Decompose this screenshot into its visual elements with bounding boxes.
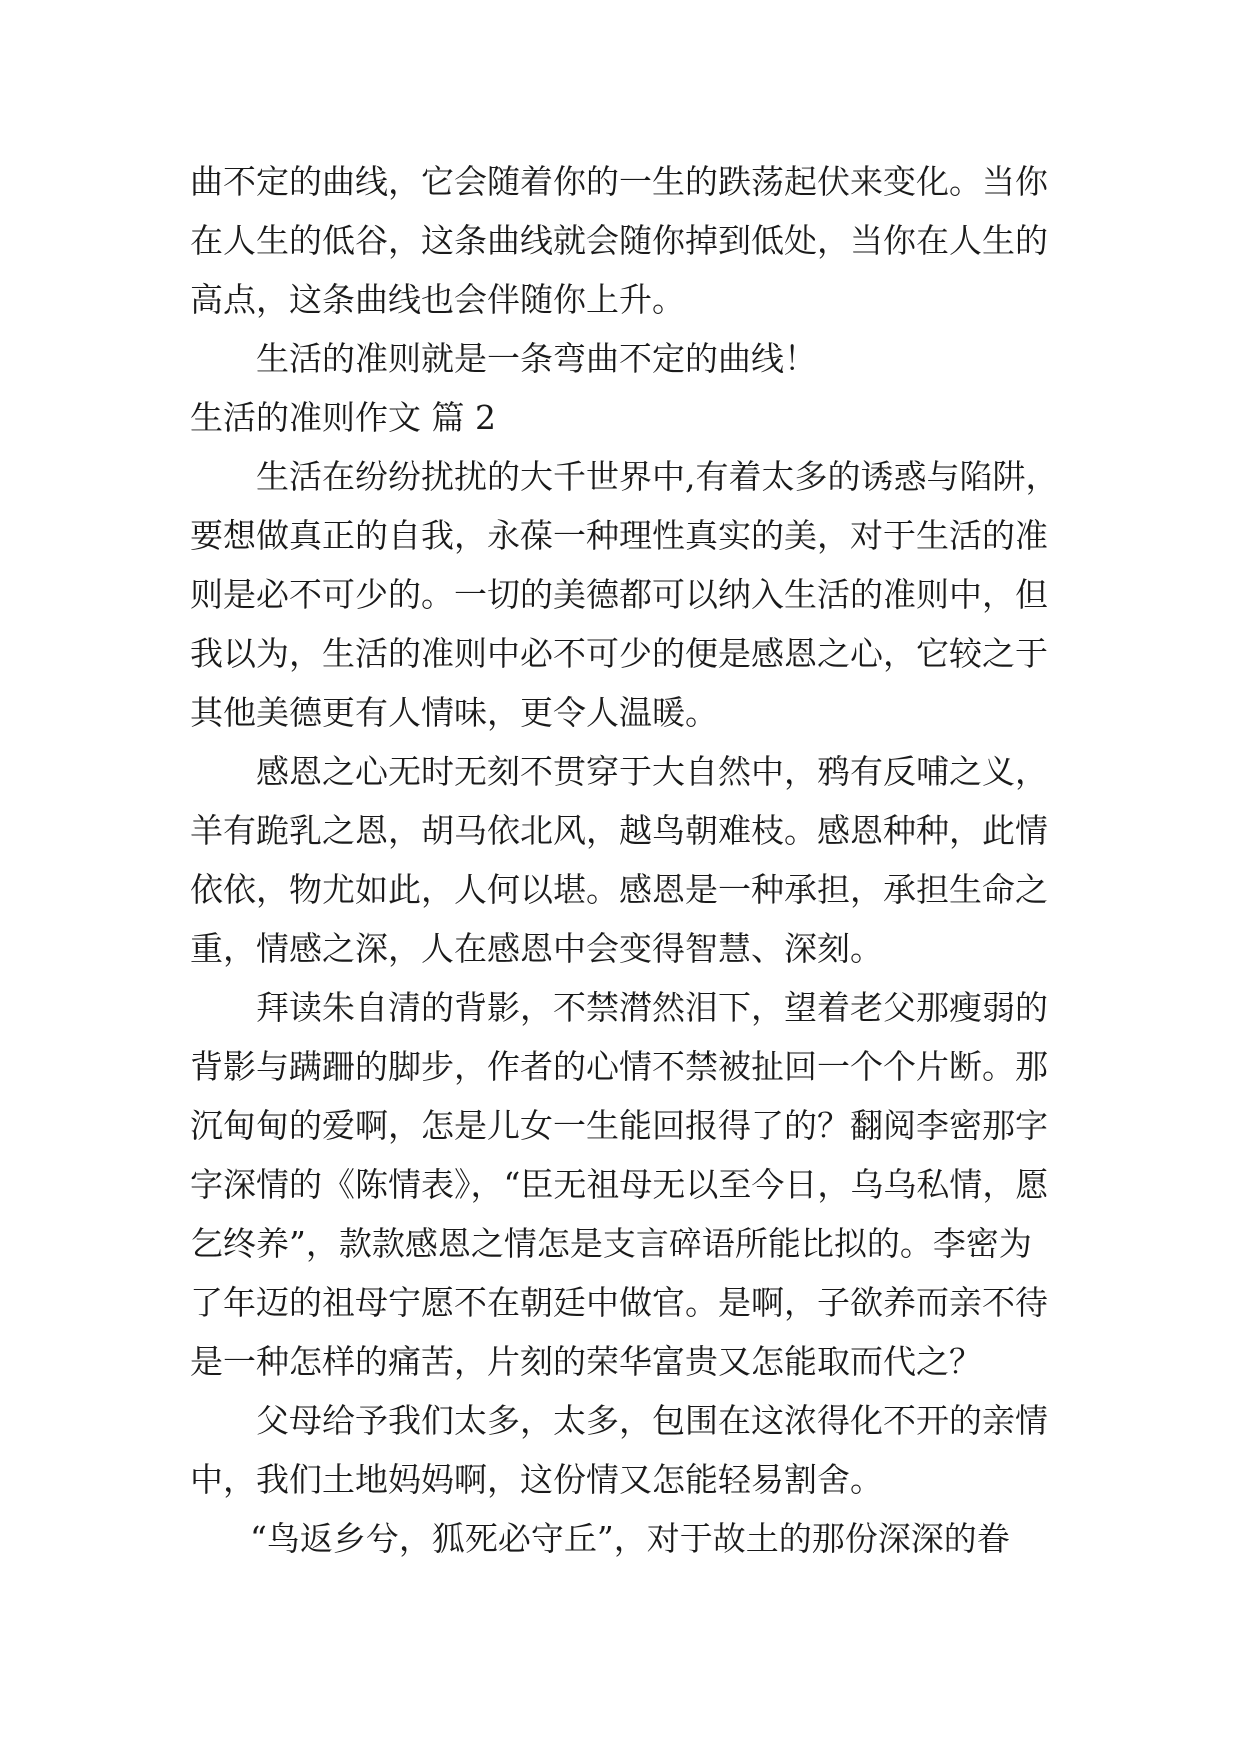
text-line: 我以为，生活的准则中必不可少的便是感恩之心，它较之于 [190, 634, 1048, 673]
text-line: 在人生的低谷，这条曲线就会随你掉到低处，当你在人生的 [190, 221, 1048, 260]
text-line: 其他美德更有人情味，更令人温暖。 [190, 693, 718, 732]
paragraph-start: 感恩之心无时无刻不贯穿于大自然中，鸦有反哺之义， [256, 752, 1048, 791]
paragraph-start: 生活在纷纷扰扰的大千世界中,有着太多的诱惑与陷阱， [256, 457, 1059, 496]
text-line: 曲不定的曲线，它会随着你的一生的跌荡起伏来变化。当你 [190, 162, 1048, 201]
text-line: 是一种怎样的痛苦，片刻的荣华富贵又怎能取而代之？ [190, 1342, 982, 1381]
text-line: 则是必不可少的。一切的美德都可以纳入生活的准则中，但 [190, 575, 1048, 614]
text-line: 沉甸甸的爱啊，怎是儿女一生能回报得了的？翻阅李密那字 [190, 1106, 1048, 1145]
text-line: 字深情的《陈情表》，“臣无祖母无以至今日，乌乌私情，愿 [190, 1165, 1049, 1204]
text-line: 重，情感之深，人在感恩中会变得智慧、深刻。 [190, 929, 883, 968]
paragraph-start: “鸟返乡兮，狐死必守丘”，对于故土的那份深深的眷 [250, 1519, 1010, 1558]
paragraph-start: 父母给予我们太多，太多，包围在这浓得化不开的亲情 [256, 1401, 1048, 1440]
text-line: 依依，物尤如此，人何以堪。感恩是一种承担，承担生命之 [190, 870, 1048, 909]
section-heading: 生活的准则作文 篇 2 [190, 398, 496, 437]
text-line: 背影与蹒跚的脚步，作者的心情不禁被扯回一个个片断。那 [190, 1047, 1048, 1086]
paragraph-start: 生活的准则就是一条弯曲不定的曲线！ [256, 339, 817, 378]
paragraph-start: 拜读朱自清的背影，不禁潸然泪下，望着老父那瘦弱的 [256, 988, 1048, 1027]
text-line: 高点，这条曲线也会伴随你上升。 [190, 280, 685, 319]
text-line: 乞终养”，款款感恩之情怎是支言碎语所能比拟的。李密为 [190, 1224, 1032, 1263]
document-body [190, 152, 1059, 1568]
text-line: 羊有跪乳之恩，胡马依北风，越鸟朝难枝。感恩种种，此情 [190, 811, 1048, 850]
text-line: 中，我们土地妈妈啊，这份情又怎能轻易割舍。 [190, 1460, 883, 1499]
text-line: 要想做真正的自我，永葆一种理性真实的美，对于生活的准 [190, 516, 1048, 555]
text-line: 了年迈的祖母宁愿不在朝廷中做官。是啊，子欲养而亲不待 [190, 1283, 1048, 1322]
